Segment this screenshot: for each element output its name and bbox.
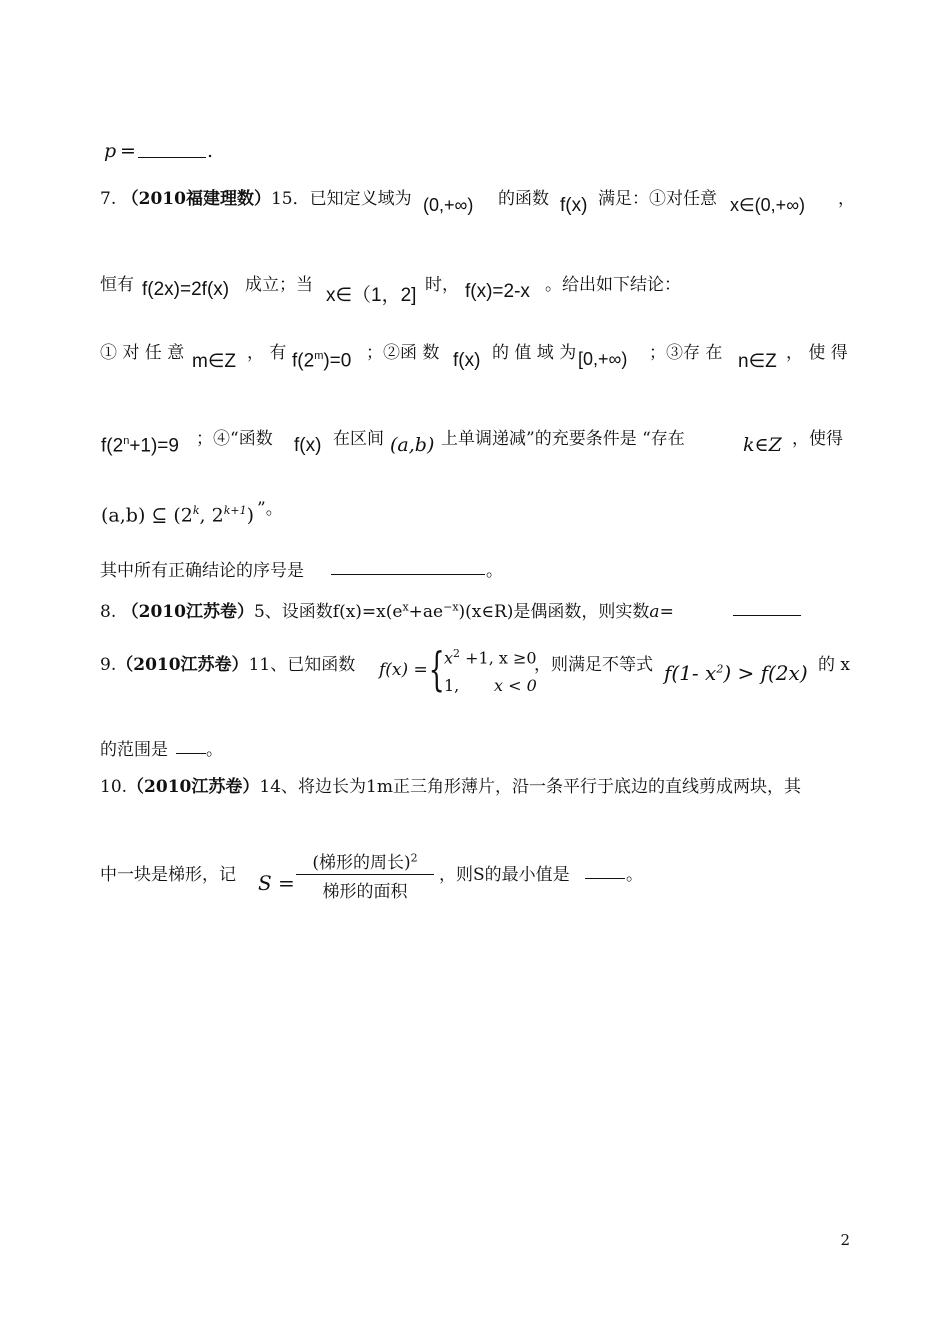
period: 。 xyxy=(206,740,223,760)
answer-blank[interactable] xyxy=(176,737,206,754)
question-number: 7. xyxy=(100,189,117,209)
p-period: . xyxy=(207,140,214,162)
f-2m-expr: $f(2^m)=0$ xyxy=(292,350,352,372)
text-inequality: ，则满足不等式 xyxy=(534,655,653,675)
domain-expr: (0,+∞) xyxy=(423,195,474,215)
question-10-line2: 中一块是梯形，记 xyxy=(100,865,236,885)
answer-blank[interactable] xyxy=(733,599,801,616)
text-shide: ， 使 得 xyxy=(786,343,848,363)
question-8: 8. （2010江苏卷）5、设函数$f(x)=x(e^x+ae^{-x})(x\in R)$是偶函数，则实数a= xyxy=(100,600,674,622)
inequality-expr: f(1- $x^2) > f(2x)$ xyxy=(664,661,808,685)
f-2n-expr: $f(2^n+1)=9$ xyxy=(101,435,179,457)
fx-piecewise-label: f(x) = xyxy=(379,660,428,680)
question-text: 15．已知定义域为 xyxy=(270,189,412,209)
text-shide-2: ，使得 xyxy=(792,429,843,449)
question-source: （2010江苏卷） xyxy=(116,655,249,675)
case-1: $x^2 +1$, x ≥0 xyxy=(444,647,537,668)
text-manzu: 满足：①对任意 xyxy=(598,189,717,209)
s-var: S = xyxy=(258,871,295,895)
text-chengli: 成立；当 xyxy=(245,275,313,295)
p-var: p xyxy=(104,140,117,162)
text-shi: 时， xyxy=(425,275,459,295)
question-source: （2010江苏卷） xyxy=(127,777,260,797)
fx-expr-3: f(x) xyxy=(294,435,322,456)
question-number: 10. xyxy=(100,777,128,797)
brace-icon: { xyxy=(428,642,445,696)
text-min: ，则S的最小值是 xyxy=(439,865,570,885)
text-de-x: 的 x xyxy=(818,655,850,675)
answer-blank[interactable] xyxy=(585,862,625,879)
p-eq: = xyxy=(120,140,136,162)
text-interval: 在区间 xyxy=(333,429,384,449)
text-zhiyu: 的 值 域 为 xyxy=(492,343,577,363)
page-number: 2 xyxy=(840,1231,850,1249)
item-4-text: ；④“函数 xyxy=(196,429,273,449)
case-2-cond: x < 0 xyxy=(494,676,537,695)
question-source: （2010江苏卷） xyxy=(121,602,254,622)
comma: ， xyxy=(838,189,855,209)
x-in-domain: x∈(0,+∞) xyxy=(730,195,806,215)
item-3-text: ；③存 在 xyxy=(649,343,723,363)
m-in-z: m∈Z xyxy=(192,351,236,372)
text-hanshu: 的函数 xyxy=(498,189,549,209)
question-9-line2: 的范围是 xyxy=(100,740,168,760)
fx-def: f(x)=2-x xyxy=(465,281,530,302)
period: 。 xyxy=(626,865,643,885)
functional-eq: f(2x)=2f(x) xyxy=(142,279,230,300)
fx-expr: f(x) xyxy=(560,195,588,216)
k-in-z: k∈Z xyxy=(743,434,782,456)
quote-end: ”。 xyxy=(257,499,283,519)
question-10-line1: 10.（2010江苏卷）14、将边长为1m正三角形薄片，沿一条平行于底边的直线剪成两块，其 xyxy=(100,777,801,797)
text-hengyou: 恒有 xyxy=(100,275,134,295)
item-1-text: ① 对 任 意 xyxy=(100,343,185,363)
question-7-line1 xyxy=(100,184,412,209)
period: 。 xyxy=(486,561,503,581)
fraction-numerator: (梯形的周长)$^2$ xyxy=(296,848,434,875)
question-9-line1: 9.（2010江苏卷）11、已知函数 xyxy=(100,655,356,675)
text-condition: 上单调递减”的充要条件是 “存在 xyxy=(441,429,685,449)
question-number: 9. xyxy=(100,655,117,675)
n-in-z: n∈Z xyxy=(738,351,777,372)
case-2-value: 1, xyxy=(444,676,460,695)
fx-expr-2: f(x) xyxy=(453,350,481,371)
fraction xyxy=(296,848,434,902)
question-number: 8. xyxy=(100,602,117,622)
x-interval: x∈（1，2] xyxy=(326,285,417,306)
answer-prompt: 其中所有正确结论的序号是 xyxy=(100,561,304,581)
text-you: ， 有 xyxy=(247,343,287,363)
fraction-denominator: 梯形的面积 xyxy=(322,882,408,902)
item-2-text: ；②函 数 xyxy=(366,343,440,363)
range-expr: [0,+∞) xyxy=(578,349,628,369)
answer-blank[interactable] xyxy=(331,558,485,575)
answer-blank[interactable] xyxy=(138,141,206,158)
question-source: （2010福建理数） xyxy=(121,189,271,209)
subset-expr: (a,b) ⊆ (2$^k$, $2^{k+1}$) xyxy=(101,504,255,527)
text-conclusions: 。给出如下结论： xyxy=(545,275,681,295)
interval-ab: (a,b) xyxy=(390,434,435,456)
